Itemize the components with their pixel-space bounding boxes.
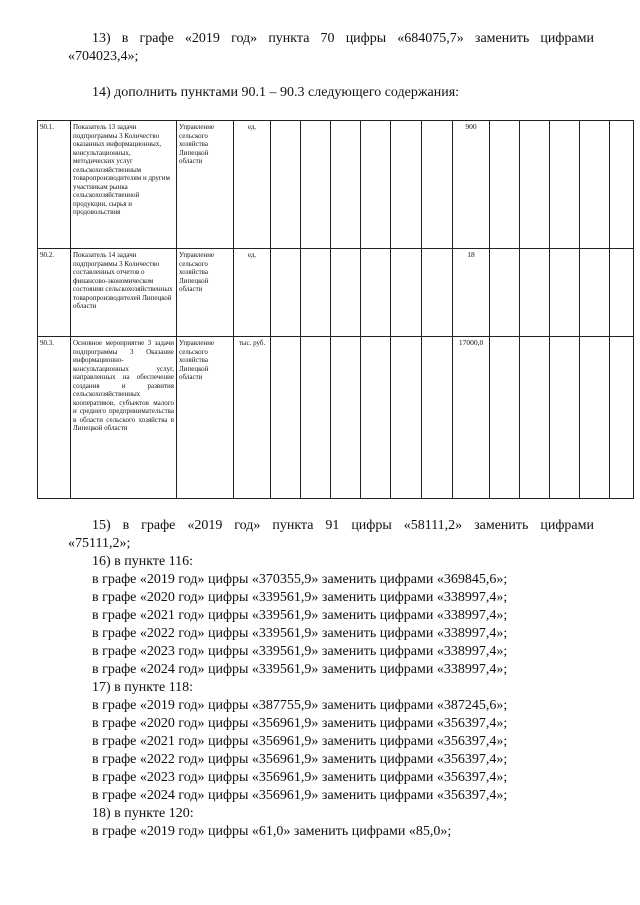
item-17-line: в графе «2021 год» цифры «356961,9» заменить цифрами «356397,4»; — [92, 734, 508, 749]
row-value-2019: 900 — [453, 121, 490, 249]
item-14: 14) дополнить пунктами 90.1 – 90.3 следующего содержания: — [92, 85, 460, 100]
item-16-line: в графе «2022 год» цифры «339561,9» заменить цифрами «338997,4»; — [92, 626, 508, 641]
empty-cell — [550, 337, 580, 499]
row-number: 90.3. — [38, 337, 71, 499]
empty-cell — [331, 249, 361, 337]
item-17-line: в графе «2022 год» цифры «356961,9» заменить цифрами «356397,4»; — [92, 752, 508, 767]
item-15-line-1: 15) в графе «2019 год» пункта 91 цифры «58111,2» заменить цифрами — [92, 518, 594, 533]
table-row — [38, 337, 634, 499]
item-16-line: в графе «2024 год» цифры «339561,9» заменить цифрами «338997,4»; — [92, 662, 508, 677]
row-executor: Управление сельского хозяйства Липецкой области — [177, 249, 234, 337]
item-16-line: в графе «2021 год» цифры «339561,9» заменить цифрами «338997,4»; — [92, 608, 508, 623]
item-17-line: в графе «2020 год» цифры «356961,9» заменить цифрами «356397,4»; — [92, 716, 508, 731]
empty-cell — [610, 337, 634, 499]
empty-cell — [331, 337, 361, 499]
empty-cell — [580, 337, 610, 499]
table-row — [38, 121, 634, 249]
item-17-line: в графе «2024 год» цифры «356961,9» заменить цифрами «356397,4»; — [92, 788, 508, 803]
item-18-heading: 18) в пункте 120: — [92, 806, 194, 821]
empty-cell — [271, 121, 301, 249]
empty-cell — [391, 337, 422, 499]
empty-cell — [422, 249, 453, 337]
row-unit: тыс. руб. — [234, 337, 271, 499]
row-number: 90.2. — [38, 249, 71, 337]
item-13-line-2: «704023,4»; — [68, 49, 139, 64]
item-17-heading: 17) в пункте 118: — [92, 680, 194, 695]
empty-cell — [271, 337, 301, 499]
empty-cell — [391, 121, 422, 249]
row-unit: ед. — [234, 249, 271, 337]
empty-cell — [422, 121, 453, 249]
empty-cell — [520, 121, 550, 249]
empty-cell — [490, 337, 520, 499]
row-description: Основное мероприятие 3 задачи подпрограммы 3 Оказание информационно-консультационных услуг, направленных на обеспечение создания и развития сельскохозяйственных кооперативов, субъектов малого и среднего предпринимательства в области сельского хозяйства в Липецкой области — [71, 337, 177, 499]
item-16-heading: 16) в пункте 116: — [92, 554, 194, 569]
item-15-line-2: «75111,2»; — [68, 536, 131, 551]
empty-cell — [610, 249, 634, 337]
row-description: Показатель 13 задачи подпрограммы 3 Количество оказанных информационных, консультационных, методических услуг сельскохозяйственным товаропроизводителям и другим участникам рынка сельскохозяйственной продукции, сырья и продовольствия — [71, 121, 177, 249]
item-17-line: в графе «2023 год» цифры «356961,9» заменить цифрами «356397,4»; — [92, 770, 508, 785]
empty-cell — [610, 121, 634, 249]
item-16-line: в графе «2019 год» цифры «370355,9» заменить цифрами «369845,6»; — [92, 572, 508, 587]
item-16-line: в графе «2023 год» цифры «339561,9» заменить цифрами «338997,4»; — [92, 644, 508, 659]
item-17-line: в графе «2019 год» цифры «387755,9» заменить цифрами «387245,6»; — [92, 698, 508, 713]
empty-cell — [391, 249, 422, 337]
empty-cell — [580, 121, 610, 249]
empty-cell — [520, 249, 550, 337]
empty-cell — [580, 249, 610, 337]
row-executor: Управление сельского хозяйства Липецкой области — [177, 337, 234, 499]
row-value-2019: 18 — [453, 249, 490, 337]
empty-cell — [301, 337, 331, 499]
row-value-2019: 17000,0 — [453, 337, 490, 499]
indicators-table — [37, 120, 634, 499]
empty-cell — [271, 249, 301, 337]
row-description: Показатель 14 задачи подпрограммы 3 Количество составленных отчетов о финансово-экономическом состоянии сельскохозяйственных товаропроизводителей Липецкой области — [71, 249, 177, 337]
empty-cell — [490, 249, 520, 337]
row-executor: Управление сельского хозяйства Липецкой области — [177, 121, 234, 249]
item-13-line-1: 13) в графе «2019 год» пункта 70 цифры «684075,7» заменить цифрами — [92, 31, 594, 46]
empty-cell — [361, 249, 391, 337]
empty-cell — [550, 121, 580, 249]
empty-cell — [301, 249, 331, 337]
empty-cell — [490, 121, 520, 249]
empty-cell — [520, 337, 550, 499]
row-number: 90.1. — [38, 121, 71, 249]
empty-cell — [361, 121, 391, 249]
empty-cell — [331, 121, 361, 249]
empty-cell — [361, 337, 391, 499]
empty-cell — [550, 249, 580, 337]
empty-cell — [301, 121, 331, 249]
table-row — [38, 249, 634, 337]
item-16-line: в графе «2020 год» цифры «339561,9» заменить цифрами «338997,4»; — [92, 590, 508, 605]
empty-cell — [422, 337, 453, 499]
item-18-line: в графе «2019 год» цифры «61,0» заменить цифрами «85,0»; — [92, 824, 452, 839]
row-unit: ед. — [234, 121, 271, 249]
